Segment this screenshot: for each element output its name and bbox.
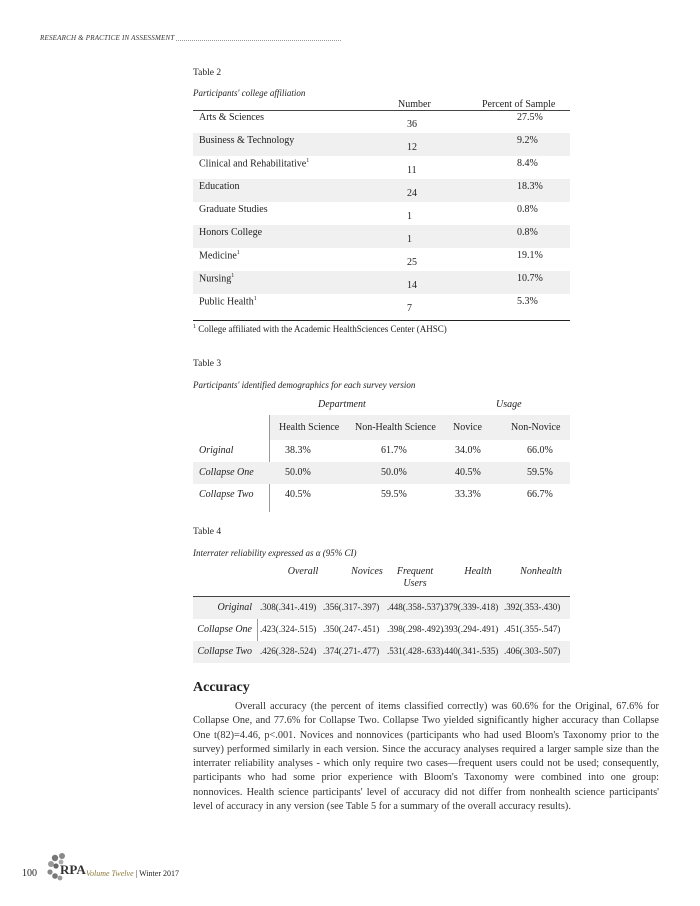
college-percent: 19.1%	[517, 250, 543, 261]
college-percent: 0.8%	[517, 204, 538, 215]
table4-col-frequent-users: Frequent Users	[396, 566, 434, 589]
table2-row	[193, 225, 570, 248]
college-name	[199, 250, 240, 261]
survey-version-label: Original	[199, 445, 234, 456]
college-count: 12	[407, 142, 417, 153]
college-percent: 27.5%	[517, 112, 543, 123]
table3-group-usage: Usage	[496, 399, 522, 410]
table4-cell: .426(.328-.524)	[260, 646, 317, 656]
table3-cell: 33.3%	[455, 489, 481, 500]
table3-col-novice: Novice	[453, 422, 482, 433]
table3-cell: 38.3%	[285, 445, 311, 456]
college-label: Clinical and Rehabilitative	[199, 158, 307, 170]
college-label: Medicine	[199, 250, 237, 262]
college-count: 1	[407, 234, 412, 245]
college-count: 36	[407, 119, 417, 130]
table3-row	[193, 484, 570, 506]
table4-cell: .398(.298-.492)	[387, 624, 444, 634]
table3-label: Table 3	[193, 359, 222, 369]
survey-version-label: Original	[217, 602, 252, 613]
table2-footnote	[193, 324, 447, 334]
table2-row	[193, 202, 570, 225]
table4-cell: .406(.303-.507)	[504, 646, 561, 656]
table4-col-overall: Overall	[287, 566, 319, 577]
table3-group-department: Department	[318, 399, 366, 410]
flower-logo-icon	[46, 852, 86, 886]
section-heading-accuracy: Accuracy	[193, 680, 250, 695]
college-count: 7	[407, 303, 412, 314]
survey-version-label: Collapse One	[199, 467, 254, 478]
table2-row	[193, 248, 570, 271]
college-percent: 18.3%	[517, 181, 543, 192]
table3-cell: 50.0%	[381, 467, 407, 478]
table2-row	[193, 294, 570, 317]
table3-cell: 50.0%	[285, 467, 311, 478]
rpa-logo	[46, 852, 86, 891]
table4-row	[193, 619, 570, 641]
college-label: Graduate Studies	[199, 204, 268, 215]
journal-running-header: RESEARCH & PRACTICE IN ASSESSMENT	[40, 34, 175, 42]
table2-bottom-rule	[193, 320, 570, 321]
college-footnote-mark: 1	[236, 250, 240, 256]
table3-cell: 59.5%	[381, 489, 407, 500]
college-name	[199, 112, 264, 123]
college-name	[199, 227, 262, 238]
page-number: 100	[22, 868, 37, 879]
table4-col-nonhealth: Nonhealth	[520, 566, 562, 577]
college-count: 11	[407, 165, 417, 176]
table2-row	[193, 133, 570, 156]
table4-row	[193, 641, 570, 663]
college-percent: 9.2%	[517, 135, 538, 146]
footer-separator: |	[135, 869, 138, 878]
table4-cell: .393(.294-.491)	[442, 624, 499, 634]
table3-cell: 66.0%	[527, 445, 553, 456]
table4-cell: .448(.358-.537)	[387, 602, 444, 612]
table3-row	[193, 462, 570, 484]
logo-text: RPA	[60, 862, 86, 877]
table4-cell: .440(.341-.535)	[442, 646, 499, 656]
table4-cell: .451(.355-.547)	[504, 624, 561, 634]
college-name	[199, 204, 268, 215]
table3-cell: 66.7%	[527, 489, 553, 500]
table3-subheader	[270, 415, 570, 440]
college-footnote-mark: 1	[253, 296, 257, 302]
college-count: 1	[407, 211, 412, 222]
volume-label: Volume Twelve	[86, 869, 134, 878]
college-label: Business & Technology	[199, 135, 295, 146]
college-name	[199, 135, 294, 146]
college-footnote-mark: 1	[306, 158, 310, 164]
table4-label: Table 4	[193, 527, 222, 537]
table3-col-health: Health Science	[279, 422, 340, 433]
college-label: Nursing	[199, 273, 232, 285]
college-label: Arts & Sciences	[199, 112, 264, 123]
table3-cell: 40.5%	[285, 489, 311, 500]
table4-cell: .350(.247-.451)	[323, 624, 380, 634]
table3-col-nonnovice: Non-Novice	[511, 422, 561, 433]
table4-title: Interrater reliability expressed as α (95% CI)	[193, 548, 357, 558]
table3-col-nonhealth: Non-Health Science	[355, 422, 436, 433]
table2-row	[193, 179, 570, 202]
footer-volume	[86, 869, 179, 878]
accuracy-paragraph: Overall accuracy (the percent of items classified correctly) was 60.6% for the Original, 67.6% for Collapse One, and 77.6% for Collapse Two. Collapse Two yielded significantly higher accuracy than Collapse One t(82)=4.46, p<.001. Novices and nonnovices (participants who had used Bloom's Taxonomy prior to the survey) performed similarly in each version. Since the accuracy analyses required a larger sample size than the interrater reliability analyses - which only require two cases—frequent users could not be used; consequently, participants who had some prior experience with Bloom's Taxonomy were combined into one group: nonnovices. Health science participants' level of accuracy did not differ from nonhealth science participants' level of accuracy in any version (see Table 5 for a summary of the overall accuracy results).	[193, 701, 659, 813]
college-name	[199, 273, 234, 284]
survey-version-label: Collapse One	[197, 624, 252, 635]
table4-cell: .356(.317-.397)	[323, 602, 380, 612]
table4-cell: .392(.353-.430)	[504, 602, 561, 612]
table2-row	[193, 271, 570, 294]
table4-row	[193, 597, 570, 619]
table3-cell: 34.0%	[455, 445, 481, 456]
footnote-text: College affiliated with the Academic HealthSciences Center (AHSC)	[198, 324, 447, 334]
survey-version-label: Collapse Two	[199, 489, 254, 500]
college-percent: 0.8%	[517, 227, 538, 238]
table2-col-number: Number	[398, 99, 431, 110]
header-dotted-rule	[176, 40, 341, 41]
college-count: 25	[407, 257, 417, 268]
college-label: Honors College	[199, 227, 263, 238]
table4-col-novices: Novices	[351, 566, 383, 577]
college-count: 14	[407, 280, 417, 291]
table3-cell: 61.7%	[381, 445, 407, 456]
college-name	[199, 158, 309, 169]
college-percent: 5.3%	[517, 296, 538, 307]
table2-col-percent: Percent of Sample	[482, 99, 556, 110]
table4-cell: .379(.339-.418)	[442, 602, 499, 612]
table3-cell: 59.5%	[527, 467, 553, 478]
table3-cell: 40.5%	[455, 467, 481, 478]
table2-label: Table 2	[193, 68, 222, 78]
table4-cell: .374(.271-.477)	[323, 646, 380, 656]
table3-title: Participants' identified demographics for each survey version	[193, 380, 416, 390]
survey-version-label: Collapse Two	[197, 646, 252, 657]
table2-row	[193, 156, 570, 179]
table2-header	[193, 99, 570, 109]
table2-row	[193, 110, 570, 133]
table4-cell: .531(.428-.633)	[387, 646, 444, 656]
college-name	[199, 296, 257, 307]
table4-cell: .308(.341-.419)	[260, 602, 317, 612]
college-footnote-mark: 1	[231, 273, 235, 279]
college-label: Public Health	[199, 296, 254, 308]
college-percent: 10.7%	[517, 273, 543, 284]
issue-label: Winter 2017	[139, 869, 179, 878]
college-label: Education	[199, 181, 240, 192]
footnote-mark: 1	[193, 324, 196, 330]
table2-title: Participants' college affiliation	[193, 88, 306, 98]
college-name	[199, 181, 240, 192]
college-count: 24	[407, 188, 417, 199]
college-percent: 8.4%	[517, 158, 538, 169]
table4-cell: .423(.324-.515)	[260, 624, 317, 634]
table4-col-health: Health	[464, 566, 492, 577]
table3-row	[193, 440, 570, 462]
